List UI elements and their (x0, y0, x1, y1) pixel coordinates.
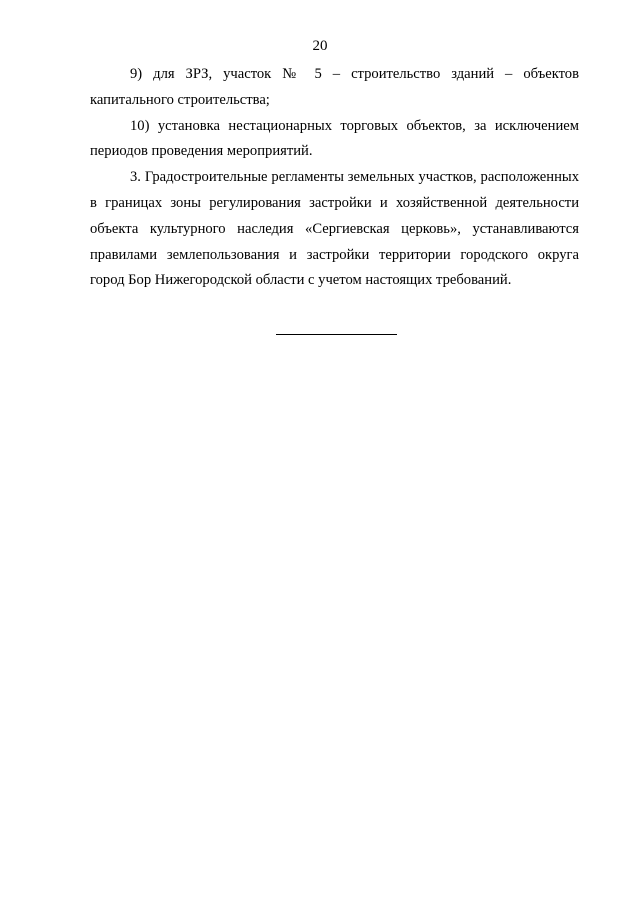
document-body (90, 62, 579, 294)
paragraph-item-10: 10) установка нестационарных торговых объектов, за исключением периодов проведения мероприятий. (90, 117, 579, 160)
end-of-text-rule (276, 334, 397, 335)
page-number: 20 (312, 38, 328, 54)
paragraph-item-9: 9) для ЗРЗ, участок № 5 – строительство зданий – объектов капитального строительства; (90, 66, 579, 108)
paragraph-section-3: 3. Градостроительные регламенты земельных участков, расположенных в границах зоны регулирования застройки и хозяйственной деятельности объекта культурного наследия «Сергиевская церковь», устанавливаются правилами землепользования и застройки территории городского округа город Бор Нижегородской области с учетом настоящих требований. (90, 169, 579, 289)
